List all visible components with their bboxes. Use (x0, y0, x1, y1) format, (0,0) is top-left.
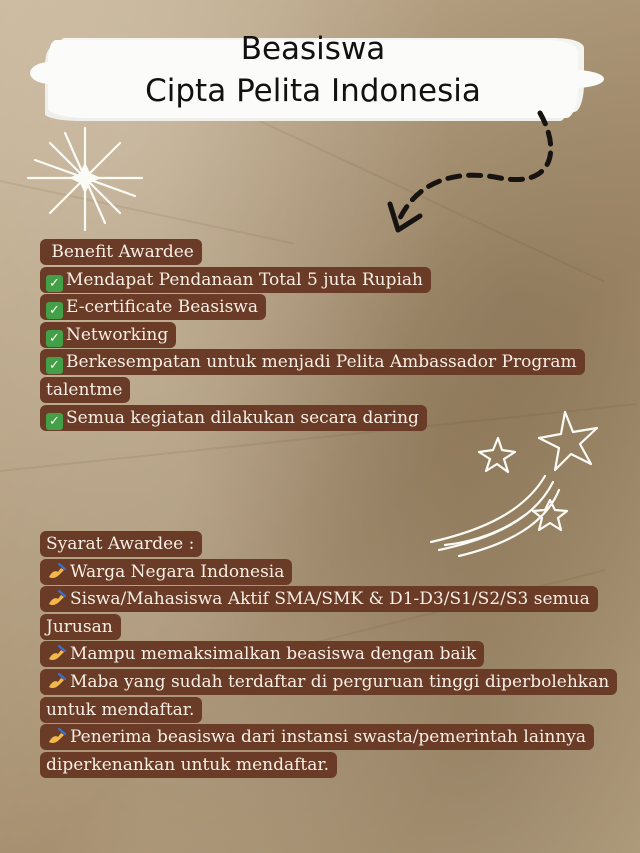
benefit-item: ✓ Semua kegiatan dilakukan secara daring (40, 405, 427, 431)
title-line-1: Beasiswa (240, 31, 386, 67)
syarat-section (40, 531, 630, 779)
writing-hand-icon (46, 562, 66, 580)
benefit-section (40, 239, 615, 432)
syarat-item: Warga Negara Indonesia (40, 559, 292, 585)
syarat-item: Mampu memaksimalkan beasiswa dengan baik (40, 641, 484, 667)
benefit-item: ✓ Berkesempatan untuk menjadi Pelita Ambassador Program talentme (40, 349, 585, 403)
dashed-arrow-icon (380, 108, 560, 238)
check-mark-icon: ✓ (46, 275, 63, 292)
check-mark-icon: ✓ (46, 302, 63, 319)
benefit-item: ✓ E-certificate Beasiswa (40, 294, 266, 320)
check-mark-icon: ✓ (46, 413, 63, 430)
benefit-item: ✓ Networking (40, 322, 176, 348)
syarat-item: Siswa/Mahasiswa Aktif SMA/SMK & D1-D3/S1/S2/S3 semua Jurusan (40, 586, 598, 640)
check-mark-icon: ✓ (46, 357, 63, 374)
writing-hand-icon (46, 727, 66, 745)
benefit-item: ✓ Mendapat Pendanaan Total 5 juta Rupiah (40, 267, 431, 293)
syarat-heading: Syarat Awardee : (40, 531, 202, 557)
writing-hand-icon (46, 589, 66, 607)
writing-hand-icon (46, 644, 66, 662)
check-mark-icon: ✓ (46, 330, 63, 347)
benefit-heading: Benefit Awardee (40, 239, 202, 265)
title-line-2: Cipta Pelita Indonesia (145, 73, 481, 109)
page-title (48, 28, 578, 112)
sparkle-burst-icon (20, 118, 150, 238)
writing-hand-icon (46, 672, 66, 690)
syarat-item: Maba yang sudah terdaftar di perguruan tinggi diperbolehkan untuk mendaftar. (40, 669, 617, 723)
syarat-item: Penerima beasiswa dari instansi swasta/pemerintah lainnya diperkenankan untuk mendaftar. (40, 724, 594, 778)
